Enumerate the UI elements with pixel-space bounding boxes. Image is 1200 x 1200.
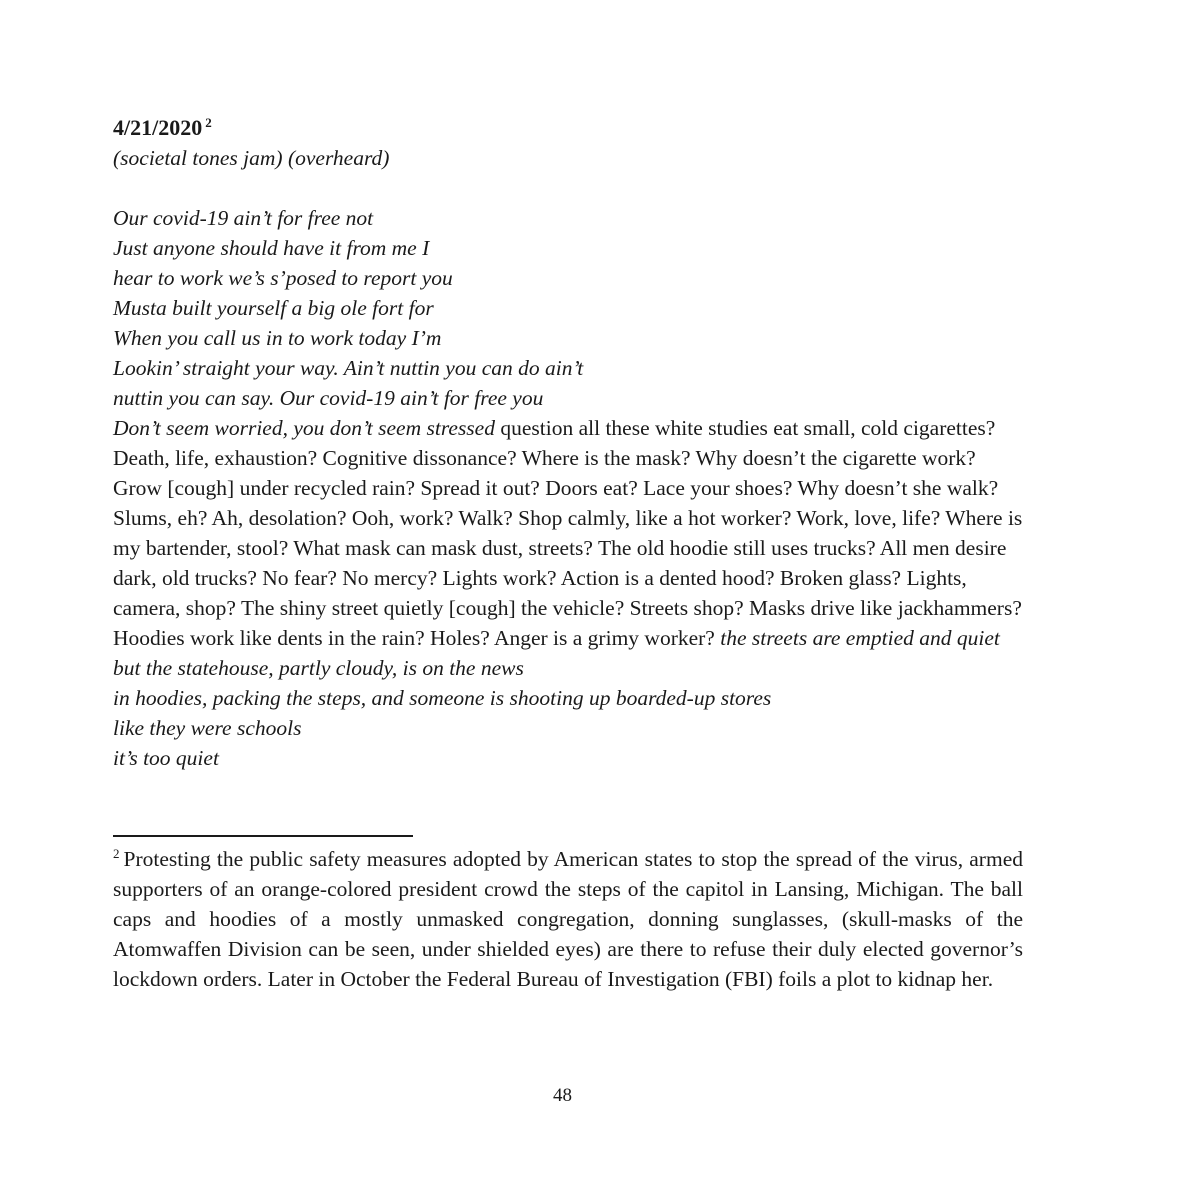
poem-line: Musta built yourself a big ole fort for — [113, 296, 434, 320]
footnote-reference[interactable]: 2 — [205, 115, 212, 130]
poem-title — [113, 108, 1023, 143]
page-number: 48 — [553, 1085, 572, 1106]
poem-line: Lookin’ straight your way. Ain’t nuttin you can do ain’t — [113, 356, 584, 380]
page-content — [113, 108, 1023, 994]
poem-date: 4/21/2020 — [113, 115, 203, 140]
poem-line: hear to work we’s s’posed to report you — [113, 266, 453, 290]
poem-line: it’s too quiet — [113, 746, 219, 770]
poem-body — [113, 203, 1023, 803]
poem-line: but the statehouse, partly cloudy, is on the news — [113, 656, 524, 680]
poem-line: Our covid-19 ain’t for free not — [113, 206, 374, 230]
footnote-number: 2 — [113, 846, 120, 861]
poem-line: Don’t seem worried, you don’t seem stressed — [113, 416, 495, 440]
poem-prose-block — [113, 413, 1023, 653]
poem-closing-inline: the streets are emptied and quiet — [720, 626, 1000, 650]
poem-line: Just anyone should have it from me I — [113, 236, 430, 260]
poem-subtitle: (societal tones jam) (overheard) — [113, 146, 390, 170]
poem-line: like they were schools — [113, 716, 302, 740]
footnote-text: Protesting the public safety measures adopted by American states to stop the spread of the virus, armed supporters of an orange-colored president crowd the steps of the capitol in Lansing, Michigan. The ball caps and hoodies of a mostly unmasked congregation, donning sunglasses, (skull-masks of the Atomwaffen Division can be seen, under shielded eyes) are there to refuse their duly elected governor’s lockdown orders. Later in October the Federal Bureau of Investigation (FBI) foils a plot to kidnap her. — [113, 847, 1023, 991]
poem-line: in hoodies, packing the steps, and someone is shooting up boarded-up stores — [113, 686, 772, 710]
poem-line: When you call us in to work today I’m — [113, 326, 442, 350]
poem-prose: question all these white studies eat small, cold cigarettes? Death, life, exhaustion? Cognitive dissonance? Where is the mask? Why doesn’t the cigarette work? Grow [cough] under recycled rain? Spread it out? Doors eat? Lace your shoes? Why doesn’t she walk? Slums, eh? Ah, desolation? Ooh, work? Walk? Shop calmly, like a hot worker? Work, love, life? Where is my bartender, stool? What mask can mask dust, streets? The old hoodie still uses trucks? All men desire dark, old trucks? No fear? No mercy? Lights work? Action is a dented hood? Broken glass? Lights, camera, shop? The shiny street quietly [cough] the vehicle? Streets shop? Masks drive like jackhammers? Hoodies work like dents in the rain? Holes? Anger is a grimy worker? — [113, 416, 1023, 650]
footnote — [113, 837, 1023, 994]
poem-line: nuttin you can say. Our covid-19 ain’t for free you — [113, 386, 544, 410]
